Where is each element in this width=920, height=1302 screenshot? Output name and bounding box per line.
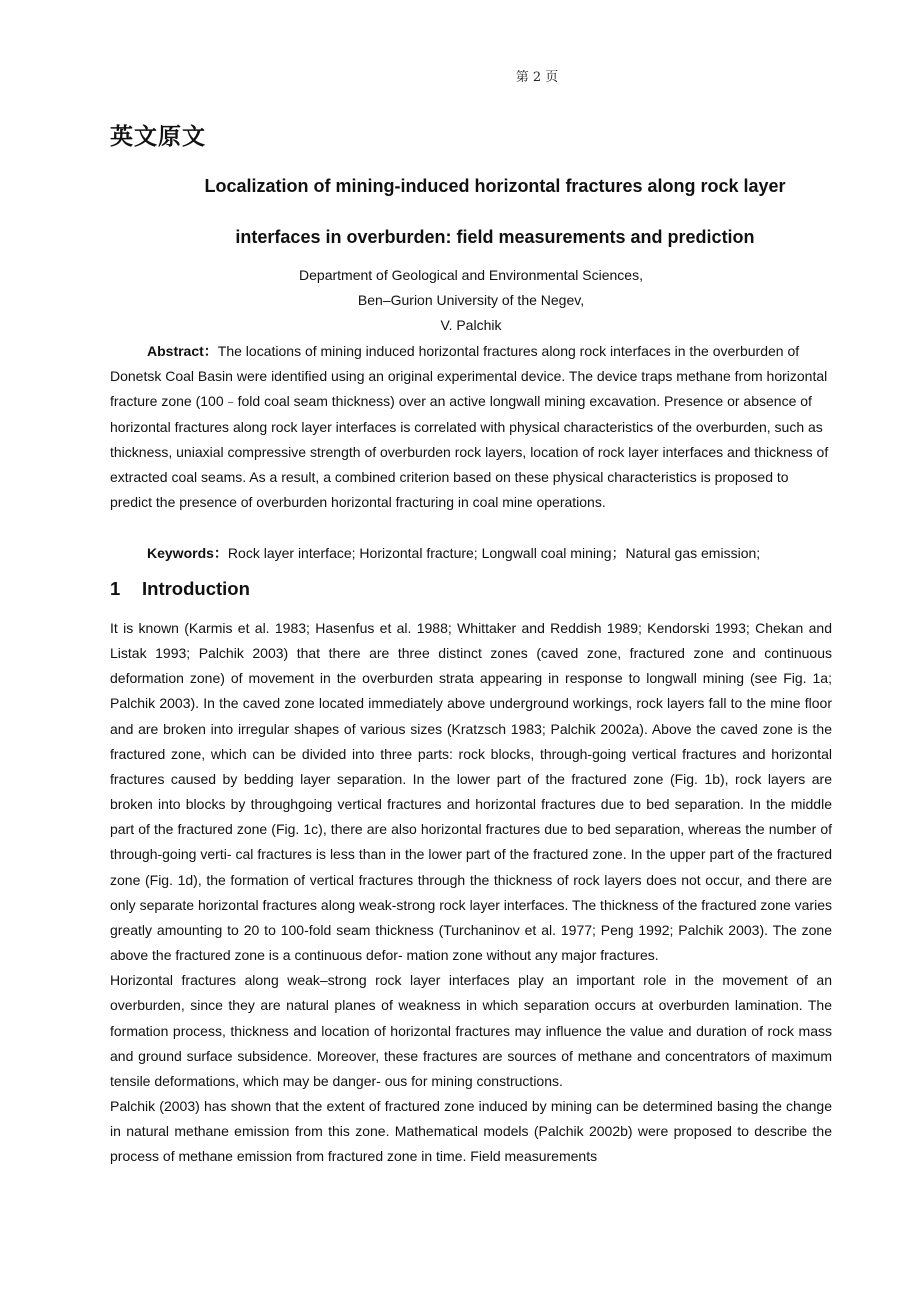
affiliation-block [110,263,832,338]
page-number: 第 2 页 [515,70,559,85]
chinese-heading: 英文原文 [110,123,206,150]
section-title: Introduction [142,578,250,599]
abstract [110,339,832,515]
section-heading [110,578,250,600]
keywords-label: Keywords： [147,545,228,561]
keywords-text: Rock layer interface; Horizontal fracture; Longwall coal mining；Natural gas emission; [227,545,761,561]
department: Department of Geological and Environmental Sciences, [299,267,643,283]
paper-title-line-1: Localization of mining-induced horizontal fractures along rock layer [204,176,786,196]
abstract-text: The locations of mining induced horizontal fractures along rock interfaces in the overburden of Donetsk Coal Basin were identified using an original experimental device. The device traps methane from horizontal fracture zone (100﹣fold coal seam thickness) over an active longwall mining excavation. Presence or absence of horizontal fractures along rock layer interfaces is correlated with physical characteristics of the overburden, such as thickness, uniaxial compressive strength of overburden rock layers, location of rock layer interfaces and thickness of extracted coal seams. As a result, a combined criterion based on these physical characteristics is proposed to predict the presence of overburden horizontal fracturing in coal mine operations. [110,343,829,511]
body-text [110,616,832,1169]
keywords [110,541,832,566]
section-number: 1 [110,578,121,599]
paragraph: Horizontal fractures along weak–strong rock layer interfaces play an important role in the movement of an overburden, since they are natural planes of weakness in which separation occurs at overburden lamination. The formation process, thickness and location of horizontal fractures may influence the value and duration of rock mass and ground surface subsidence. Moreover, these fractures are sources of methane and concentrators of maximum tensile deformations, which may be danger- ous for mining constructions. [110,972,832,1089]
paragraph: It is known (Karmis et al. 1983; Hasenfus et al. 1988; Whittaker and Reddish 1989; Kendorski 1993; Chekan and Listak 1993; Palchik 2003) that there are three distinct zones (caved zone, fractured zone and continuous deformation zone) of movement in the overburden strata appearing in response to longwall mining (see Fig. 1a; Palchik 2003). In the caved zone located immediately above underground workings, rock layers fall to the mine floor and are broken into irregular shapes of various sizes (Kratzsch 1983; Palchik 2002a). Above the caved zone is the fractured zone, which can be divided into three parts: rock blocks, through-going vertical fractures and horizontal fractures caused by bedding layer separation. In the lower part of the fractured zone (Fig. 1b), rock layers are broken into blocks by throughgoing vertical fractures and horizontal fractures due to bed separation. In the middle part of the fractured zone (Fig. 1c), there are also horizontal fractures due to bed separation, whereas the number of through-going verti- cal fractures is less than in the lower part of the fractured zone. In the upper part of the fractured zone (Fig. 1d), the formation of vertical fractures through the thickness of rock layers does not occur, and there are only separate horizontal fractures along weak-strong rock layer interfaces. The thickness of the fractured zone varies greatly amounting to 20 to 100-fold seam thickness (Turchaninov et al. 1977; Peng 1992; Palchik 2003). The zone above the fractured zone is a continuous defor- mation zone without any major fractures. [110,620,832,964]
abstract-label: Abstract： [147,343,218,359]
author: V. Palchik [440,317,502,333]
paragraph: Palchik (2003) has shown that the extent of fractured zone induced by mining can be determined basing the change in natural methane emission from this zone. Mathematical models (Palchik 2002b) were proposed to describe the process of methane emission from fractured zone in time. Field measurements [110,1097,832,1165]
university: Ben–Gurion University of the Negev, [357,292,585,308]
paper-title-line-2: interfaces in overburden: field measurements and prediction [235,227,755,247]
